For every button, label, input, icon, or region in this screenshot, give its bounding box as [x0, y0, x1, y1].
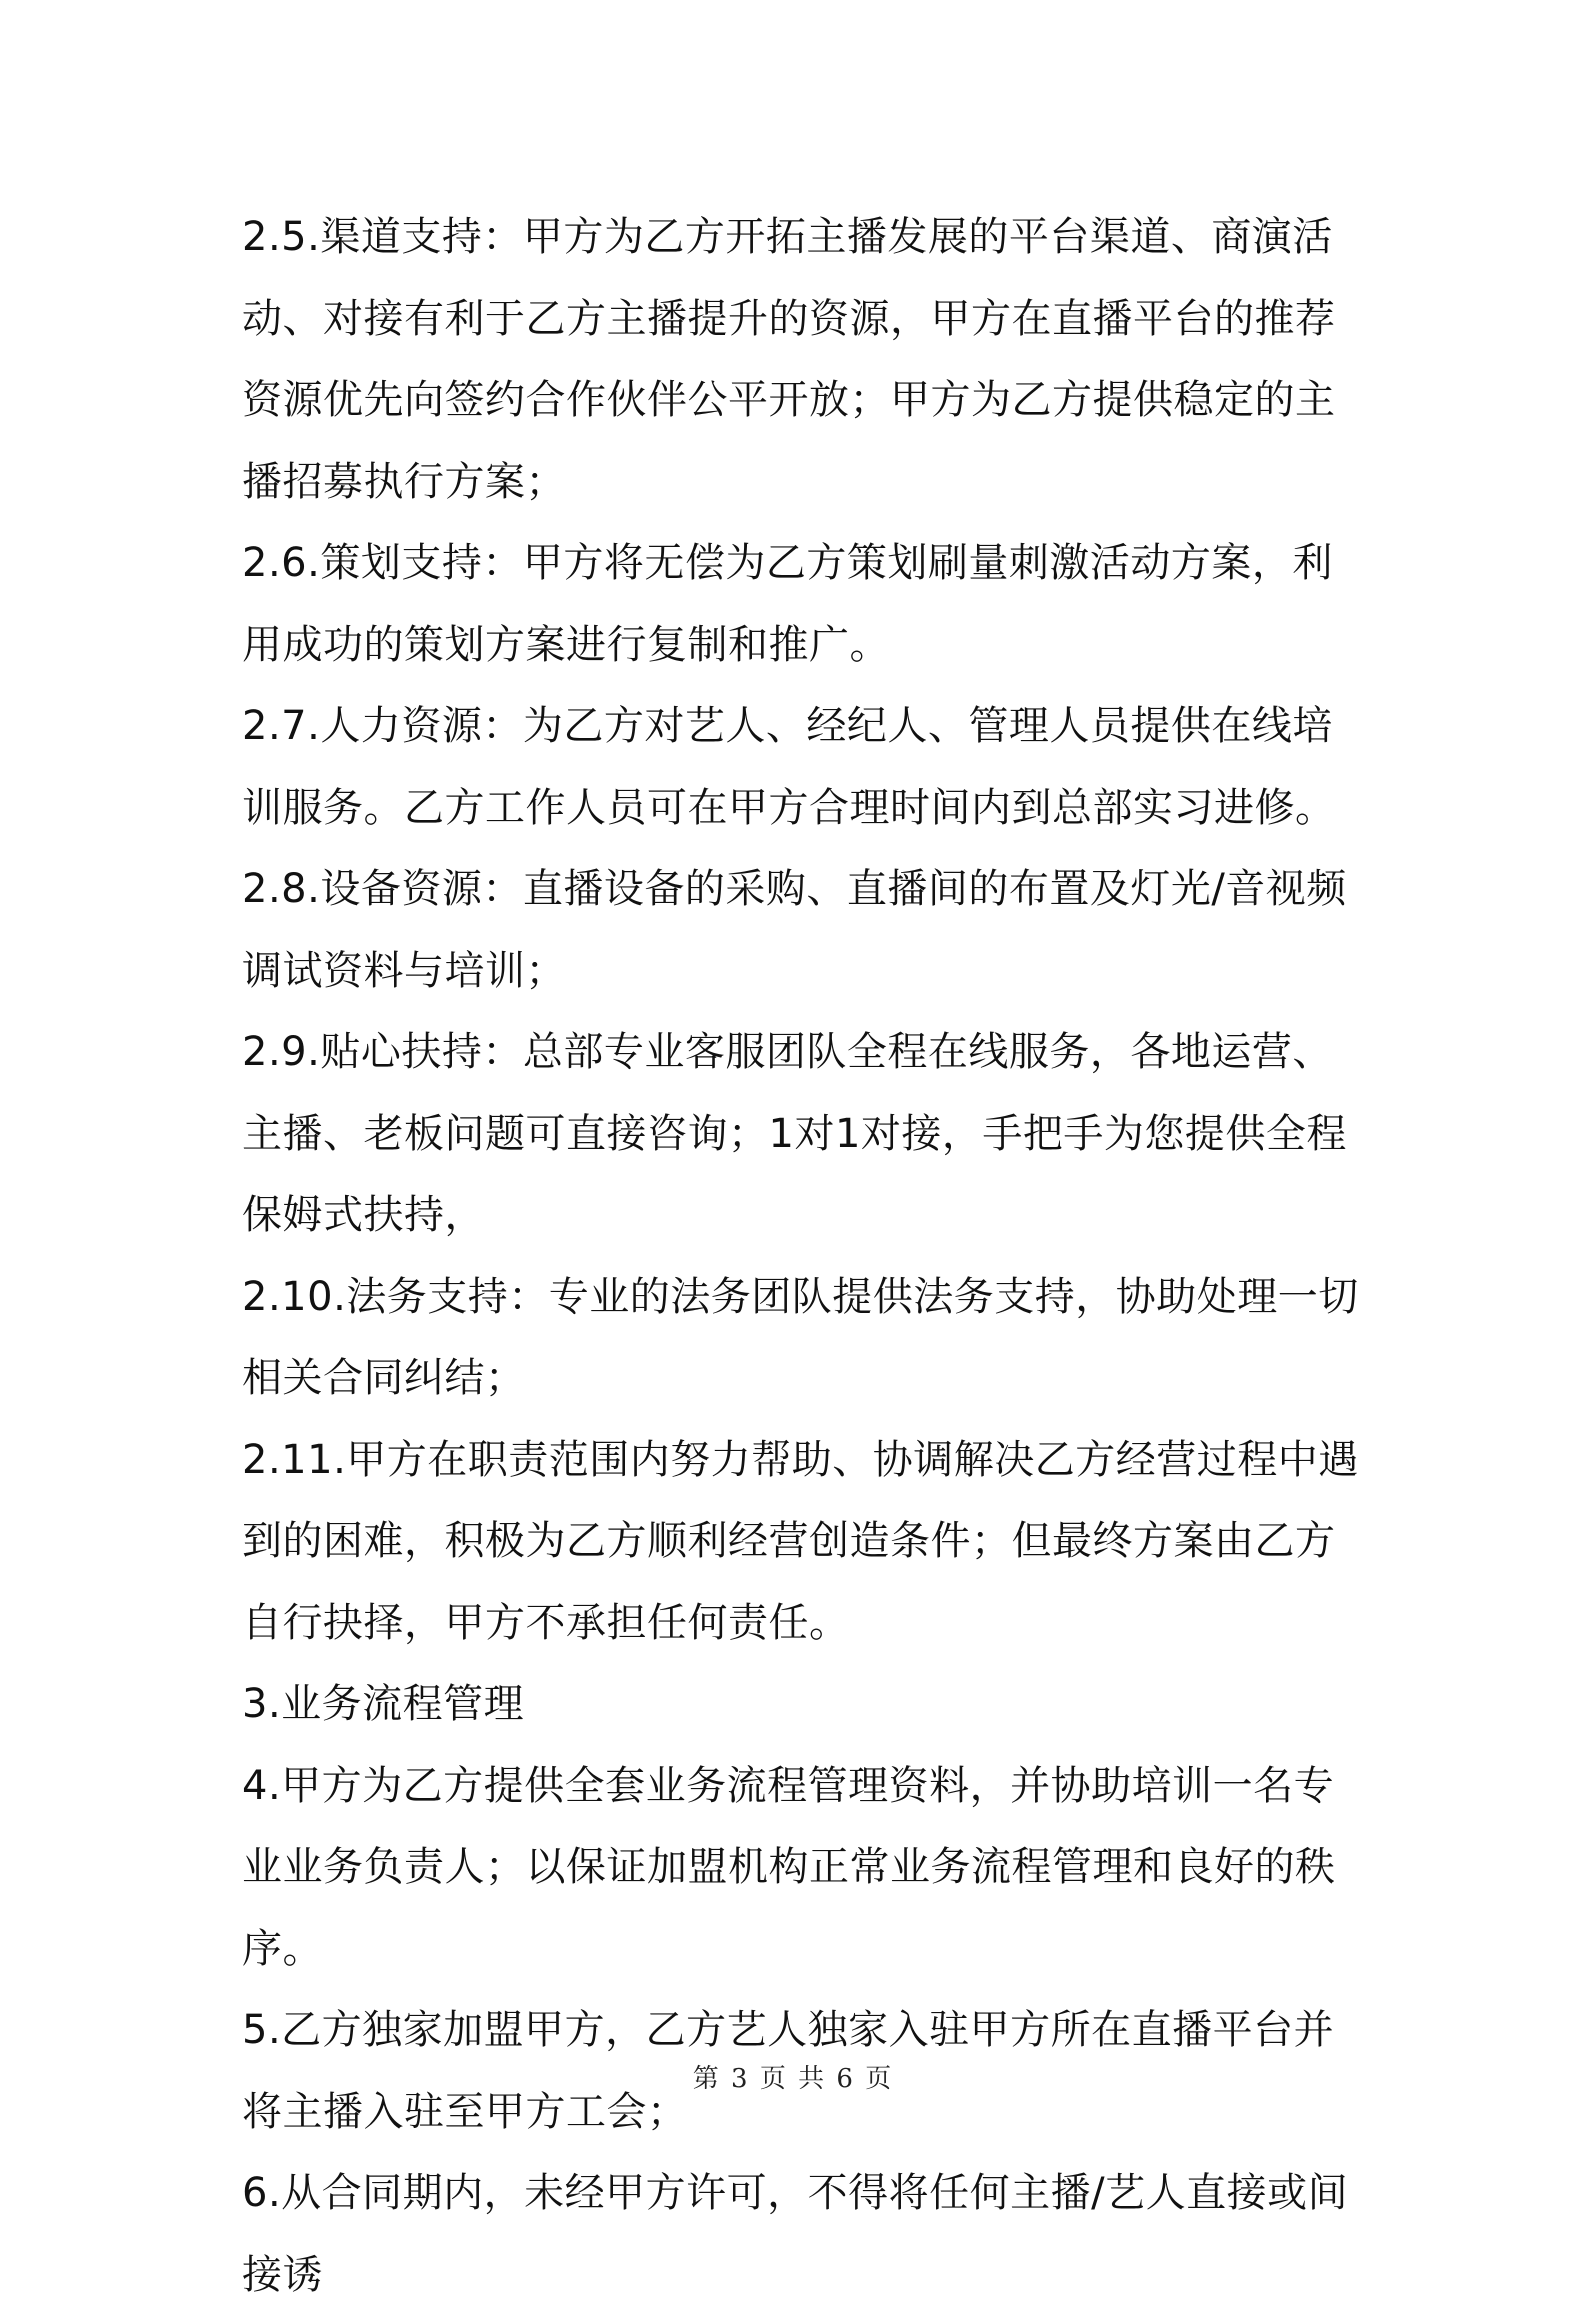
document-body	[242, 197, 1362, 2316]
clause-2-9: 2.9.贴心扶持：总部专业客服团队全程在线服务，各地运营、主播、老板问题可直接咨询；1对1对接，手把手为您提供全程保姆式扶持，	[242, 1029, 1347, 1238]
clause-2-7: 2.7.人力资源：为乙方对艺人、经纪人、管理人员提供在线培训服务。乙方工作人员可在甲方合理时间内到总部实习进修。	[242, 703, 1336, 831]
clause-2-5: 2.5.渠道支持：甲方为乙方开拓主播发展的平台渠道、商演活动、对接有利于乙方主播提升的资源，甲方在直播平台的推荐资源优先向签约合作伙伴公平开放；甲方为乙方提供稳定的主播招募执行方案；	[242, 214, 1336, 505]
clause-3-heading: 3.业务流程管理	[242, 1681, 525, 1727]
clause-6: 6.从合同期内，未经甲方许可，不得将任何主播/艺人直接或间接诱	[242, 2170, 1349, 2298]
clause-2-6: 2.6.策划支持：甲方将无偿为乙方策划刷量刺激活动方案，利用成功的策划方案进行复制和推广。	[242, 540, 1333, 668]
clause-5: 5.乙方独家加盟甲方，乙方艺人独家入驻甲方所在直播平台并将主播入驻至甲方工会；	[242, 2007, 1335, 2135]
clause-2-8: 2.8.设备资源：直播设备的采购、直播间的布置及灯光/音视频调试资料与培训；	[242, 866, 1347, 994]
clause-4: 4.甲方为乙方提供全套业务流程管理资料，并协助培训一名专业业务负责人；以保证加盟机构正常业务流程管理和良好的秩序。	[242, 1762, 1336, 1972]
clause-2-10: 2.10.法务支持：专业的法务团队提供法务支持，协助处理一切相关合同纠结；	[242, 1273, 1359, 1401]
clause-2-11: 2.11.甲方在职责范围内努力帮助、协调解决乙方经营过程中遇到的困难，积极为乙方顺利经营创造条件；但最终方案由乙方自行抉择，甲方不承担任何责任。	[242, 1436, 1359, 1646]
page-number-footer: 第 3 页 共 6 页	[692, 2064, 894, 2094]
